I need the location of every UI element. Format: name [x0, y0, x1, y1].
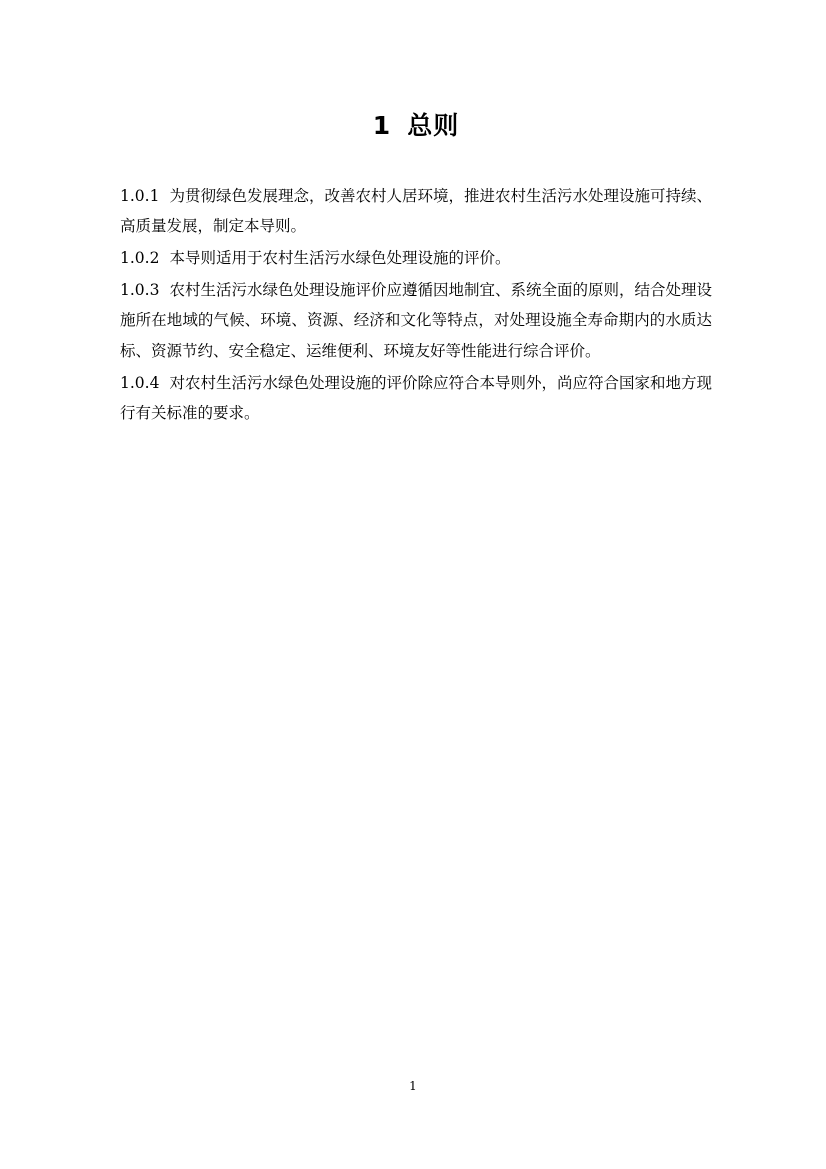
clause-text: 农村生活污水绿色处理设施评价应遵循因地制宜、系统全面的原则，结合处理设施所在地域的气候、环境、资源、经济和文化等特点，对处理设施全寿命期内的水质达标、资源节约、安全稳定、运维便利、环境友好等性能进行综合评价。	[120, 281, 712, 360]
clause-1-0-4	[120, 368, 712, 428]
clause-text: 对农村生活污水绿色处理设施的评价除应符合本导则外，尚应符合国家和地方现行有关标准的要求。	[120, 373, 712, 423]
clause-1-0-2	[120, 243, 712, 273]
chapter-title-text: 总则	[407, 111, 460, 140]
clause-1-0-3	[120, 275, 712, 366]
clause-label: 1.0.3	[120, 281, 160, 300]
clause-1-0-1	[120, 181, 712, 241]
page-content	[120, 110, 712, 430]
clause-text: 本导则适用于农村生活污水绿色处理设施的评价。	[169, 248, 511, 267]
chapter-number: 1	[372, 111, 392, 140]
clause-text: 为贯彻绿色发展理念，改善农村人居环境，推进农村生活污水处理设施可持续、高质量发展，制定本导则。	[120, 186, 712, 235]
clause-label: 1.0.2	[120, 248, 160, 267]
clause-label: 1.0.1	[120, 186, 160, 205]
clause-label: 1.0.4	[120, 373, 160, 392]
page-number: 1	[409, 1079, 417, 1093]
chapter-heading	[120, 110, 712, 143]
